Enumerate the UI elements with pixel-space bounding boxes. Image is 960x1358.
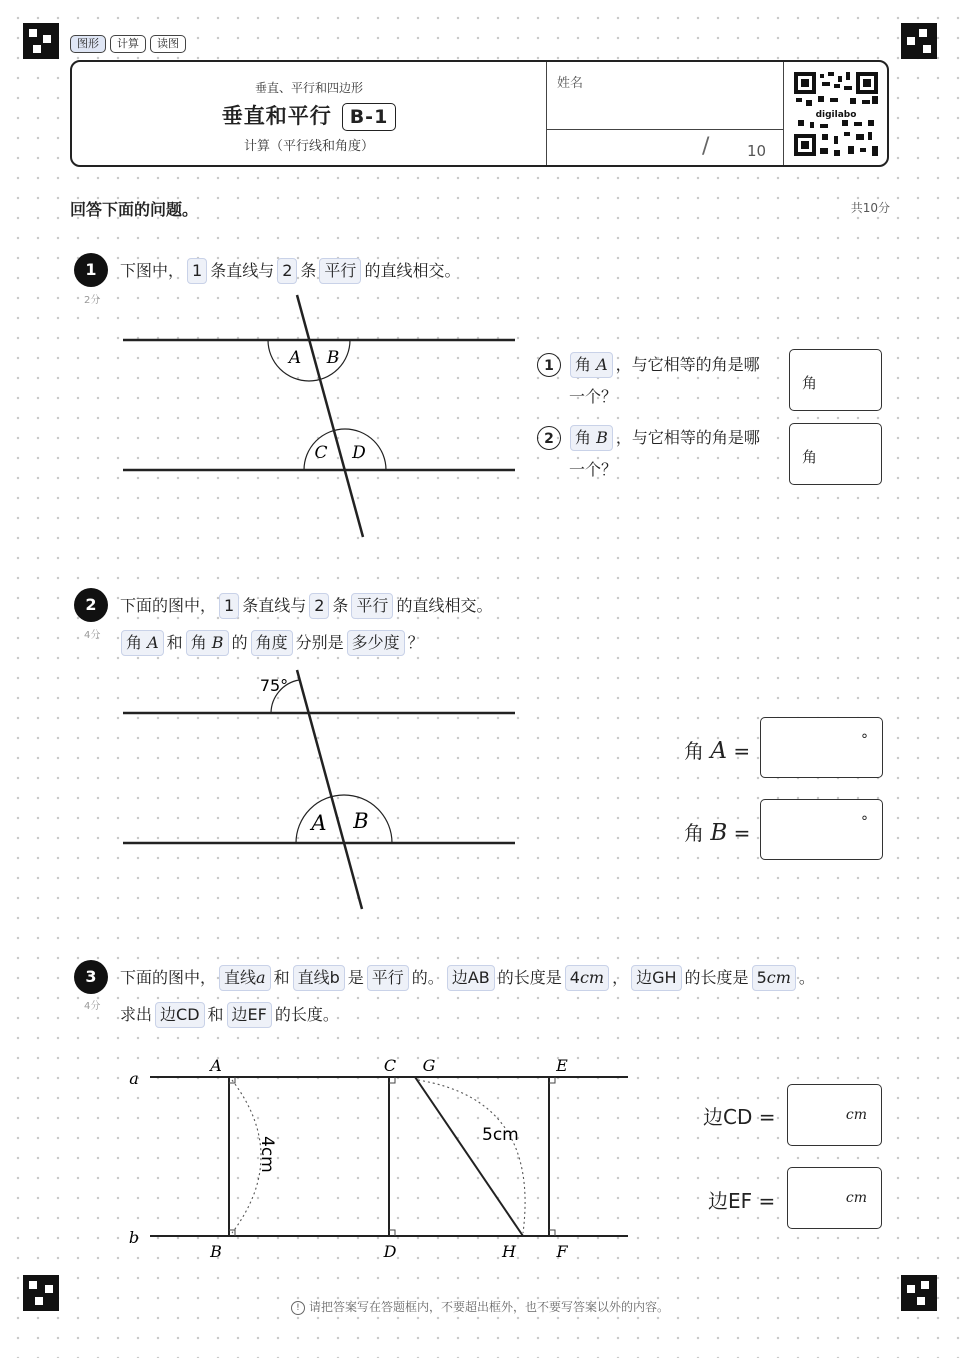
q3-answer-ef-eq: = <box>758 1189 776 1213</box>
q1-text-a: 下图中， <box>120 261 185 280</box>
question-1-figure <box>110 290 530 545</box>
q2-text-and: 和 <box>166 633 183 652</box>
q3-chip-side-cd: 边CD <box>155 1002 205 1028</box>
q3-length-ab: 4cm <box>257 1136 277 1173</box>
q1-chip-count-2: 2 <box>277 258 297 284</box>
q1-sub1-number: 1 <box>537 353 561 377</box>
q1-sub2-number: 2 <box>537 426 561 450</box>
q2-answer-a-eq: = <box>733 739 751 763</box>
q1-sub1 <box>537 349 760 413</box>
category-tags <box>70 35 186 53</box>
q1-sub2-text: ，与它相等的角是哪 <box>615 428 760 447</box>
name-field[interactable] <box>547 62 783 128</box>
header-subtitle: 垂直、平行和四边形 <box>254 81 363 95</box>
q2-chip-how-many: 多少度 <box>347 630 405 656</box>
q2-given-angle: 75° <box>259 676 289 695</box>
q2-angle-arc-bottom <box>296 795 392 843</box>
q2-transversal <box>297 670 362 909</box>
score-max: 10 <box>747 142 767 160</box>
q3-dim-arc-gh <box>418 1080 525 1233</box>
question-2-figure <box>110 660 530 915</box>
q1-label-B: B <box>326 348 340 368</box>
q2-chip-angle-b-word: 角 <box>190 633 207 652</box>
q1-text-c: 条直线与 <box>210 261 275 280</box>
q3-chip-len-ab-num: 4 <box>569 968 580 987</box>
q1-sub2-answer-prefix: 角 <box>802 448 818 466</box>
q1-label-A: A <box>288 348 302 368</box>
q1-sub1-angle-var: A <box>596 355 608 374</box>
q3-chip-side-ab: 边AB <box>447 965 495 991</box>
q3-text-a: 下面的图中， <box>120 968 217 987</box>
q1-text-e: 条 <box>300 261 317 280</box>
question-2-number: 2 <box>74 588 108 622</box>
q2-chip-parallel: 平行 <box>351 593 393 619</box>
q1-sub2-answer-box[interactable] <box>789 423 882 485</box>
q2-text-c: 条直线与 <box>242 596 307 615</box>
q2-text-a: 下面的图中， <box>120 596 217 615</box>
question-3-number: 3 <box>74 960 108 994</box>
q1-sub1-answer-prefix: 角 <box>802 374 818 392</box>
q3-text-is: 是 <box>347 968 364 987</box>
q1-sub1-answer-box[interactable] <box>789 349 882 411</box>
q1-sub2-text-line2: 一个？ <box>569 460 618 479</box>
q2-label-B: B <box>353 809 369 833</box>
q3-point-F: F <box>556 1242 568 1261</box>
q2-answer-a-label <box>684 735 750 764</box>
corner-marker-top-left <box>23 23 59 59</box>
q2-label-A: A <box>311 811 327 835</box>
score-divider <box>547 129 783 130</box>
question-2-points: 4分 <box>84 630 101 641</box>
q2-text-respectively: 分别是 <box>295 633 344 652</box>
q2-chip-angle-a-word: 角 <box>126 633 143 652</box>
corner-marker-top-right <box>901 23 937 59</box>
q3-answer-ef-box[interactable] <box>787 1167 882 1229</box>
q2-answer-a-word: 角 <box>684 739 704 763</box>
q2-chip-degree: 角度 <box>251 630 293 656</box>
q3-chip-line-a-word: 直线 <box>224 968 257 987</box>
worksheet-header <box>70 60 889 167</box>
q2-chip-angle-a <box>121 630 164 656</box>
qr-code-icon <box>794 72 878 156</box>
q3-text-i: 的长度是 <box>497 968 562 987</box>
q3-answer-ef-unit: cm <box>845 1190 867 1206</box>
tag-calculation[interactable]: 计算 <box>110 35 146 53</box>
q3-chip-parallel: 平行 <box>367 965 409 991</box>
q3-point-G: G <box>422 1056 436 1075</box>
q3-chip-line-b: 直线b <box>293 965 345 991</box>
question-1-text <box>120 257 460 285</box>
q1-sub1-text-line2: 一个？ <box>569 387 618 406</box>
q2-answer-b-label <box>684 817 750 846</box>
q1-sub1-angle-chip <box>570 352 613 378</box>
q2-answer-b-box[interactable] <box>760 799 883 860</box>
question-3-points: 4分 <box>84 1001 101 1012</box>
q3-answer-ef-label <box>708 1185 775 1214</box>
q1-sub2-angle-chip <box>570 425 613 451</box>
question-2-text-line1 <box>120 592 492 620</box>
q3-point-H: H <box>502 1242 516 1261</box>
q1-chip-parallel: 平行 <box>319 258 361 284</box>
q1-sub1-angle-word: 角 <box>575 355 592 374</box>
worksheet-code: B-1 <box>342 103 397 131</box>
question-3-text-line2 <box>120 1001 339 1029</box>
footer-note <box>0 1298 960 1315</box>
instruction: 回答下面的问题。 <box>70 200 199 219</box>
q2-answer-a-box[interactable] <box>760 717 883 778</box>
q3-segment-gh <box>415 1077 523 1236</box>
name-label: 姓名 <box>557 76 584 91</box>
page-title: 垂直和平行 <box>221 104 332 128</box>
q2-text-of: 的 <box>231 633 248 652</box>
question-1-points: 2分 <box>84 295 101 306</box>
q1-label-D: D <box>352 443 366 463</box>
q3-point-A: A <box>210 1056 222 1075</box>
q3-dim-arc-ab <box>232 1080 261 1233</box>
q3-answer-cd-label <box>703 1101 776 1130</box>
q3-chip-len-gh-unit: cm <box>766 968 791 987</box>
q3-answer-cd-box[interactable] <box>787 1084 882 1146</box>
header-title-block <box>72 62 546 165</box>
q2-answer-b-eq: = <box>733 821 751 845</box>
q3-chip-line-a-var: a <box>256 968 266 987</box>
q3-text-o: 。 <box>798 968 815 987</box>
q3-chip-len-gh <box>752 965 796 991</box>
footer-text: 请把答案写在答题框内，不要超出框外，也不要写答案以外的内容。 <box>308 1300 669 1314</box>
q2-answer-b-unit: ° <box>861 814 868 830</box>
qr-label: digilabo <box>815 110 857 120</box>
q1-text-g: 的直线相交。 <box>364 261 461 280</box>
q3-text-k: ， <box>612 968 629 987</box>
header-title <box>72 100 546 131</box>
q1-transversal <box>297 295 363 537</box>
q1-sub2-angle-word: 角 <box>575 428 592 447</box>
q3-text-g: 的。 <box>411 968 444 987</box>
q3-answer-cd-unit: cm <box>845 1107 867 1123</box>
q2-answer-b-var: B <box>710 820 728 846</box>
info-icon: ! <box>291 1301 305 1315</box>
q3-answer-cd-eq: = <box>758 1105 776 1129</box>
q2-answer-a-unit: ° <box>861 732 868 748</box>
header-topic: 计算（平行线和角度） <box>243 139 374 154</box>
q2-text-g: 的直线相交。 <box>396 596 493 615</box>
q3-text-find: 求出 <box>120 1005 153 1024</box>
q2-chip-angle-b-var: B <box>211 633 224 652</box>
q3-point-C: C <box>383 1056 397 1075</box>
q3-length-gh: 5cm <box>482 1125 519 1145</box>
question-1-number: 1 <box>74 253 108 287</box>
q2-answer-a-var: A <box>710 738 727 764</box>
q2-chip-angle-b <box>186 630 229 656</box>
q3-point-E: E <box>556 1056 568 1075</box>
q1-label-C: C <box>314 443 328 463</box>
question-3-figure <box>120 1050 640 1265</box>
q3-text-and: 和 <box>273 968 290 987</box>
q3-chip-side-gh: 边GH <box>631 965 681 991</box>
q1-sub1-text: ，与它相等的角是哪 <box>615 355 760 374</box>
q1-chip-count-1: 1 <box>187 258 207 284</box>
q3-answer-ef-word: 边EF <box>708 1189 753 1213</box>
q3-answer-cd-word: 边CD <box>703 1105 753 1129</box>
q3-point-D: D <box>383 1242 397 1261</box>
q3-point-B: B <box>210 1242 222 1261</box>
q2-chip-count-2: 2 <box>309 593 329 619</box>
q1-sub2-angle-var: B <box>596 428 608 447</box>
q2-chip-count-1: 1 <box>219 593 239 619</box>
q3-text-length: 的长度。 <box>274 1005 339 1024</box>
name-score-block <box>546 62 784 165</box>
q3-line-label-b: b <box>128 1228 140 1247</box>
total-points: 共10分 <box>850 201 890 215</box>
score-slash: / <box>702 134 710 159</box>
q3-text-and2: 和 <box>207 1005 224 1024</box>
q2-text-e: 条 <box>332 596 349 615</box>
q2-text-question-mark: ？ <box>407 633 424 652</box>
q3-chip-len-gh-num: 5 <box>756 968 767 987</box>
tag-shapes[interactable]: 图形 <box>70 35 106 53</box>
q1-sub2 <box>537 422 760 486</box>
q3-chip-len-ab <box>565 965 609 991</box>
question-3-text-line1 <box>120 964 815 992</box>
q3-text-m: 的长度是 <box>684 968 749 987</box>
q3-chip-side-ef: 边EF <box>227 1002 272 1028</box>
question-2-text-line2 <box>118 629 424 657</box>
q3-chip-len-ab-unit: cm <box>579 968 605 987</box>
q2-answer-b-word: 角 <box>684 821 704 845</box>
q3-line-label-a: a <box>129 1069 139 1088</box>
q3-chip-line-a <box>219 965 271 991</box>
q2-chip-angle-a-var: A <box>147 633 159 652</box>
tag-reading-figures[interactable]: 读图 <box>150 35 186 53</box>
